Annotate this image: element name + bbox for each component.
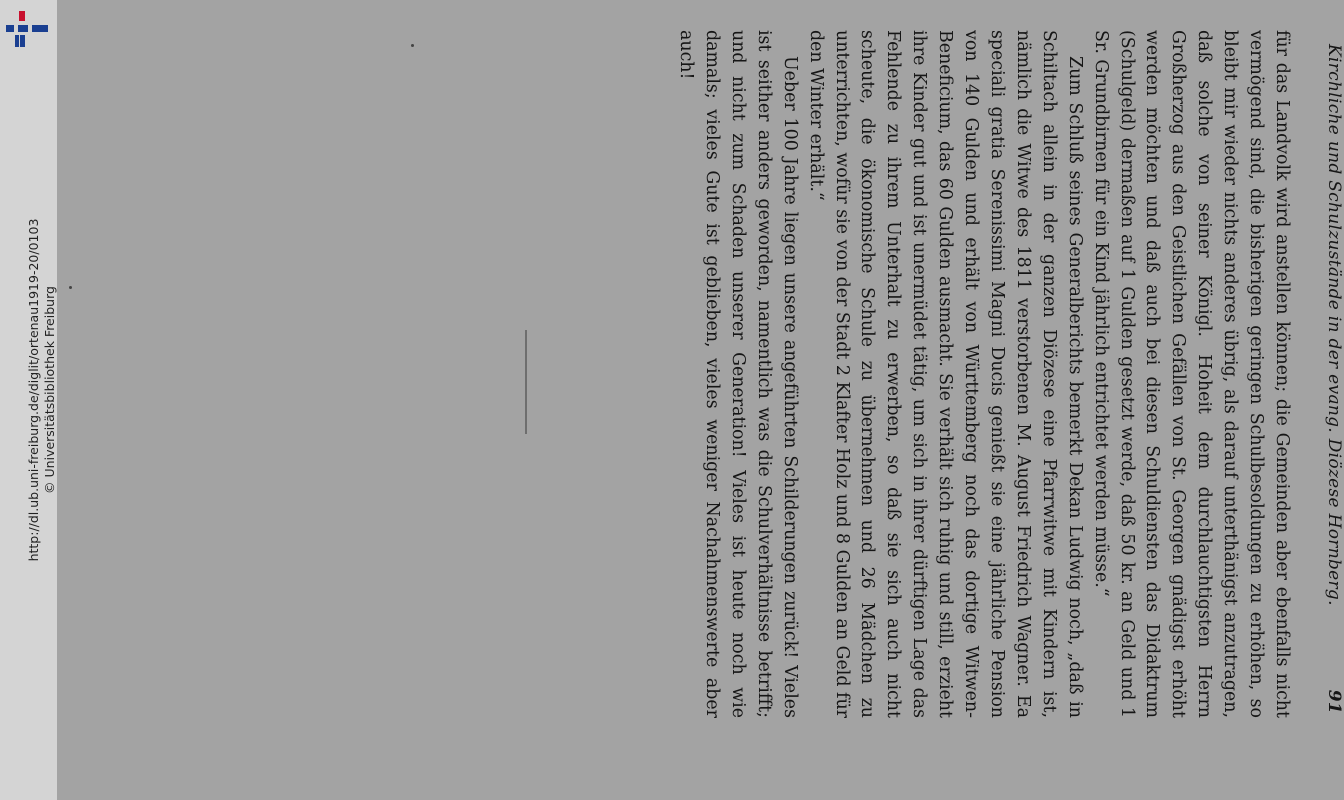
rotated-page-content: [626, 22, 1344, 722]
paragraph-3: Ueber 100 Jahre liegen unsere angeführten Schilderungen zurück! Vieles ist seither anders geworden, namentlich was die Schulverhältnisse betrifft; und nicht zum Schaden unserer Generation! Vieles ist heute noch wie damals; vieles Gute ist geblieben, vieles weniger Nachahmenswerte aber auch!: [676, 30, 800, 718]
running-header: [1318, 22, 1344, 722]
source-url-link[interactable]: http://dl.ub.uni-freiburg.de/diglit/ortenau1919-20/0103: [26, 218, 41, 562]
body-text: [672, 30, 1294, 718]
scanned-page: [57, 0, 1344, 800]
paper-speck: [69, 286, 72, 289]
paragraph-2: Zum Schluß seines Generalberichts bemerkt Dekan Ludwig noch, „daß in Schiltach allein in der ganzen Diözese eine Pfarrwitwe mit Kindern ist, nämlich die Witwe des 1811 verstorbenen M. August Friedrich Wagner. Ea speciali gratia Serenissimi Magni Ducis genießt sie eine jährliche Pension von 140 Gulden und erhält von Württemberg noch das dortige Witwen-Beneficium, das 60 Gulden ausmacht. Sie verhält sich ruhig und still, erzieht ihre Kinder gut und ist unermüdet tätig, um sich in ihrer dürftigen Lage das Fehlende zu ihrem Unterhalt zu erwerben, so daß sie sich auch nicht scheute, die ökonomische Schule zu übernehmen und 26 Mädchen zu unterrichten, wofür sie von der Stadt 2 Klafter Holz und 8 Gulden an Geld für den Winter erhält.“: [805, 30, 1085, 718]
page-header-title: Kirchliche und Schulzustände in der evang. Diözese Hornberg.: [1324, 44, 1344, 606]
page-number: 91: [1324, 689, 1344, 714]
viewer-sidebar: [0, 0, 57, 800]
sidebar-caption: [26, 0, 58, 780]
paper-speck: [411, 44, 414, 47]
page-mark: [525, 330, 527, 434]
copyright-notice: © Universitätsbibliothek Freiburg: [42, 286, 57, 494]
paragraph-1: für das Landvolk wird anstellen können; die Gemeinden aber ebenfalls nicht vermögend sind, die bisherigen geringen Schulbesoldungen zu erhöhen, so bleibt mir wieder nichts anderes übrig, als darauf unterthänigst anzutragen, daß solche von seiner Königl. Hoheit dem durchlauchtigsten Herrn Großherzog aus den Geistlichen Gefällen von St. Georgen gnädigst erhöht werden möchten und daß auch bei diesen Schuldiensten das Didaktrum (Schulgeld) dermaßen auf 1 Gulden gesetzt werde, daß 50 kr. an Geld und 1 Sr. Grundbirnen für ein Kind jährlich entrichtet werden müsse.“: [1090, 30, 1292, 718]
